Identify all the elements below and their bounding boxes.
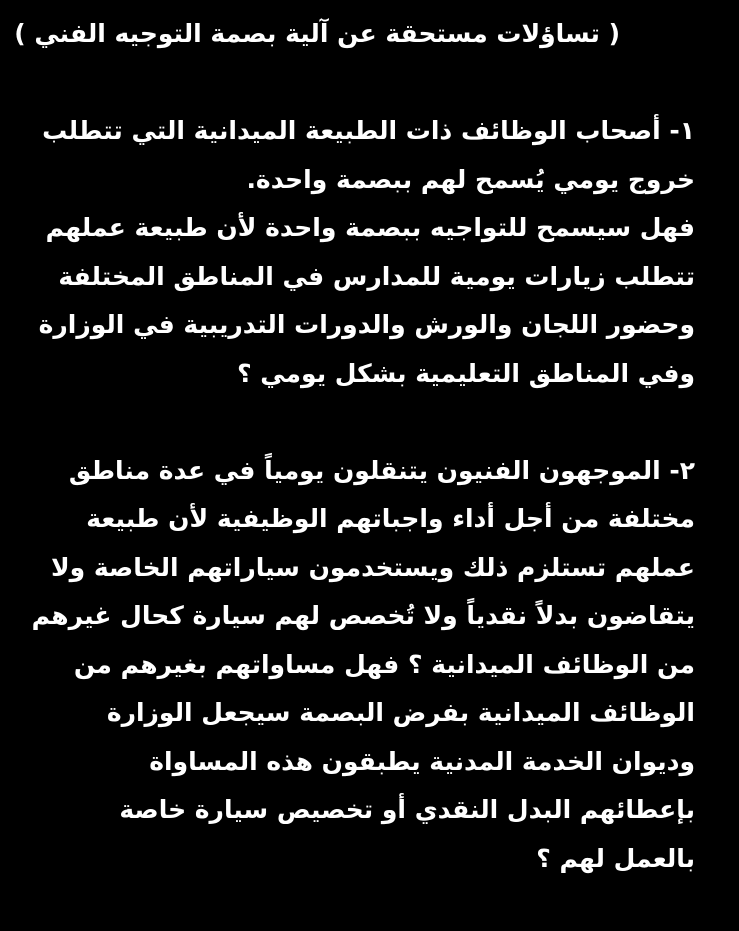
question-1-line: فهل سيسمح للتواجيه ببصمة واحدة لأن طبيعة عملهم: [45, 213, 695, 242]
question-1-line: خروج يومي يُسمح لهم ببصمة واحدة.: [246, 164, 695, 194]
page-title: ( تساؤلات مستحقة عن آلية بصمة التوجيه الفني ): [14, 19, 620, 48]
question-2-line: بالعمل لهم ؟: [536, 843, 695, 873]
document-body: [14, 10, 695, 883]
question-2-line: ٢- الموجهون الفنيون يتنقلون يومياً في عدة مناطق: [68, 455, 695, 485]
question-2-line: عملهم تستلزم ذلك ويستخدمون سياراتهم الخاصة ولا: [51, 552, 695, 582]
question-2-line: من الوظائف الميدانية ؟ فهل مساواتهم بغيرهم من: [73, 649, 695, 679]
spacer: [34, 398, 695, 447]
question-1-line: وحضور اللجان والورش والدورات التدريبية في الوزارة: [38, 310, 695, 339]
question-1-line: وفي المناطق التعليمية بشكل يومي ؟: [237, 358, 695, 388]
question-2-line: الوظائف الميدانية بفرض البصمة سيجعل الوزارة: [106, 698, 695, 727]
spacer: [34, 59, 695, 108]
question-2-line: بإعطائهم البدل النقدي أو تخصيص سيارة خاصة: [119, 795, 695, 824]
question-1-line: ١- أصحاب الوظائف ذات الطبيعة الميدانية التي تتطلب: [42, 116, 695, 145]
question-2-line: وديوان الخدمة المدنية يطبقون هذه المساواة: [149, 746, 695, 776]
question-1: [34, 107, 695, 398]
question-1-line: تتطلب زيارات يومية للمدارس في المناطق المختلفة: [58, 261, 695, 291]
question-2-line: يتقاضون بدلاً نقدياً ولا تُخصص لهم سيارة كحال غيرهم: [31, 601, 695, 630]
question-2-line: مختلفة من أجل أداء واجباتهم الوظيفية لأن طبيعة: [86, 504, 695, 533]
question-2: [31, 447, 695, 884]
